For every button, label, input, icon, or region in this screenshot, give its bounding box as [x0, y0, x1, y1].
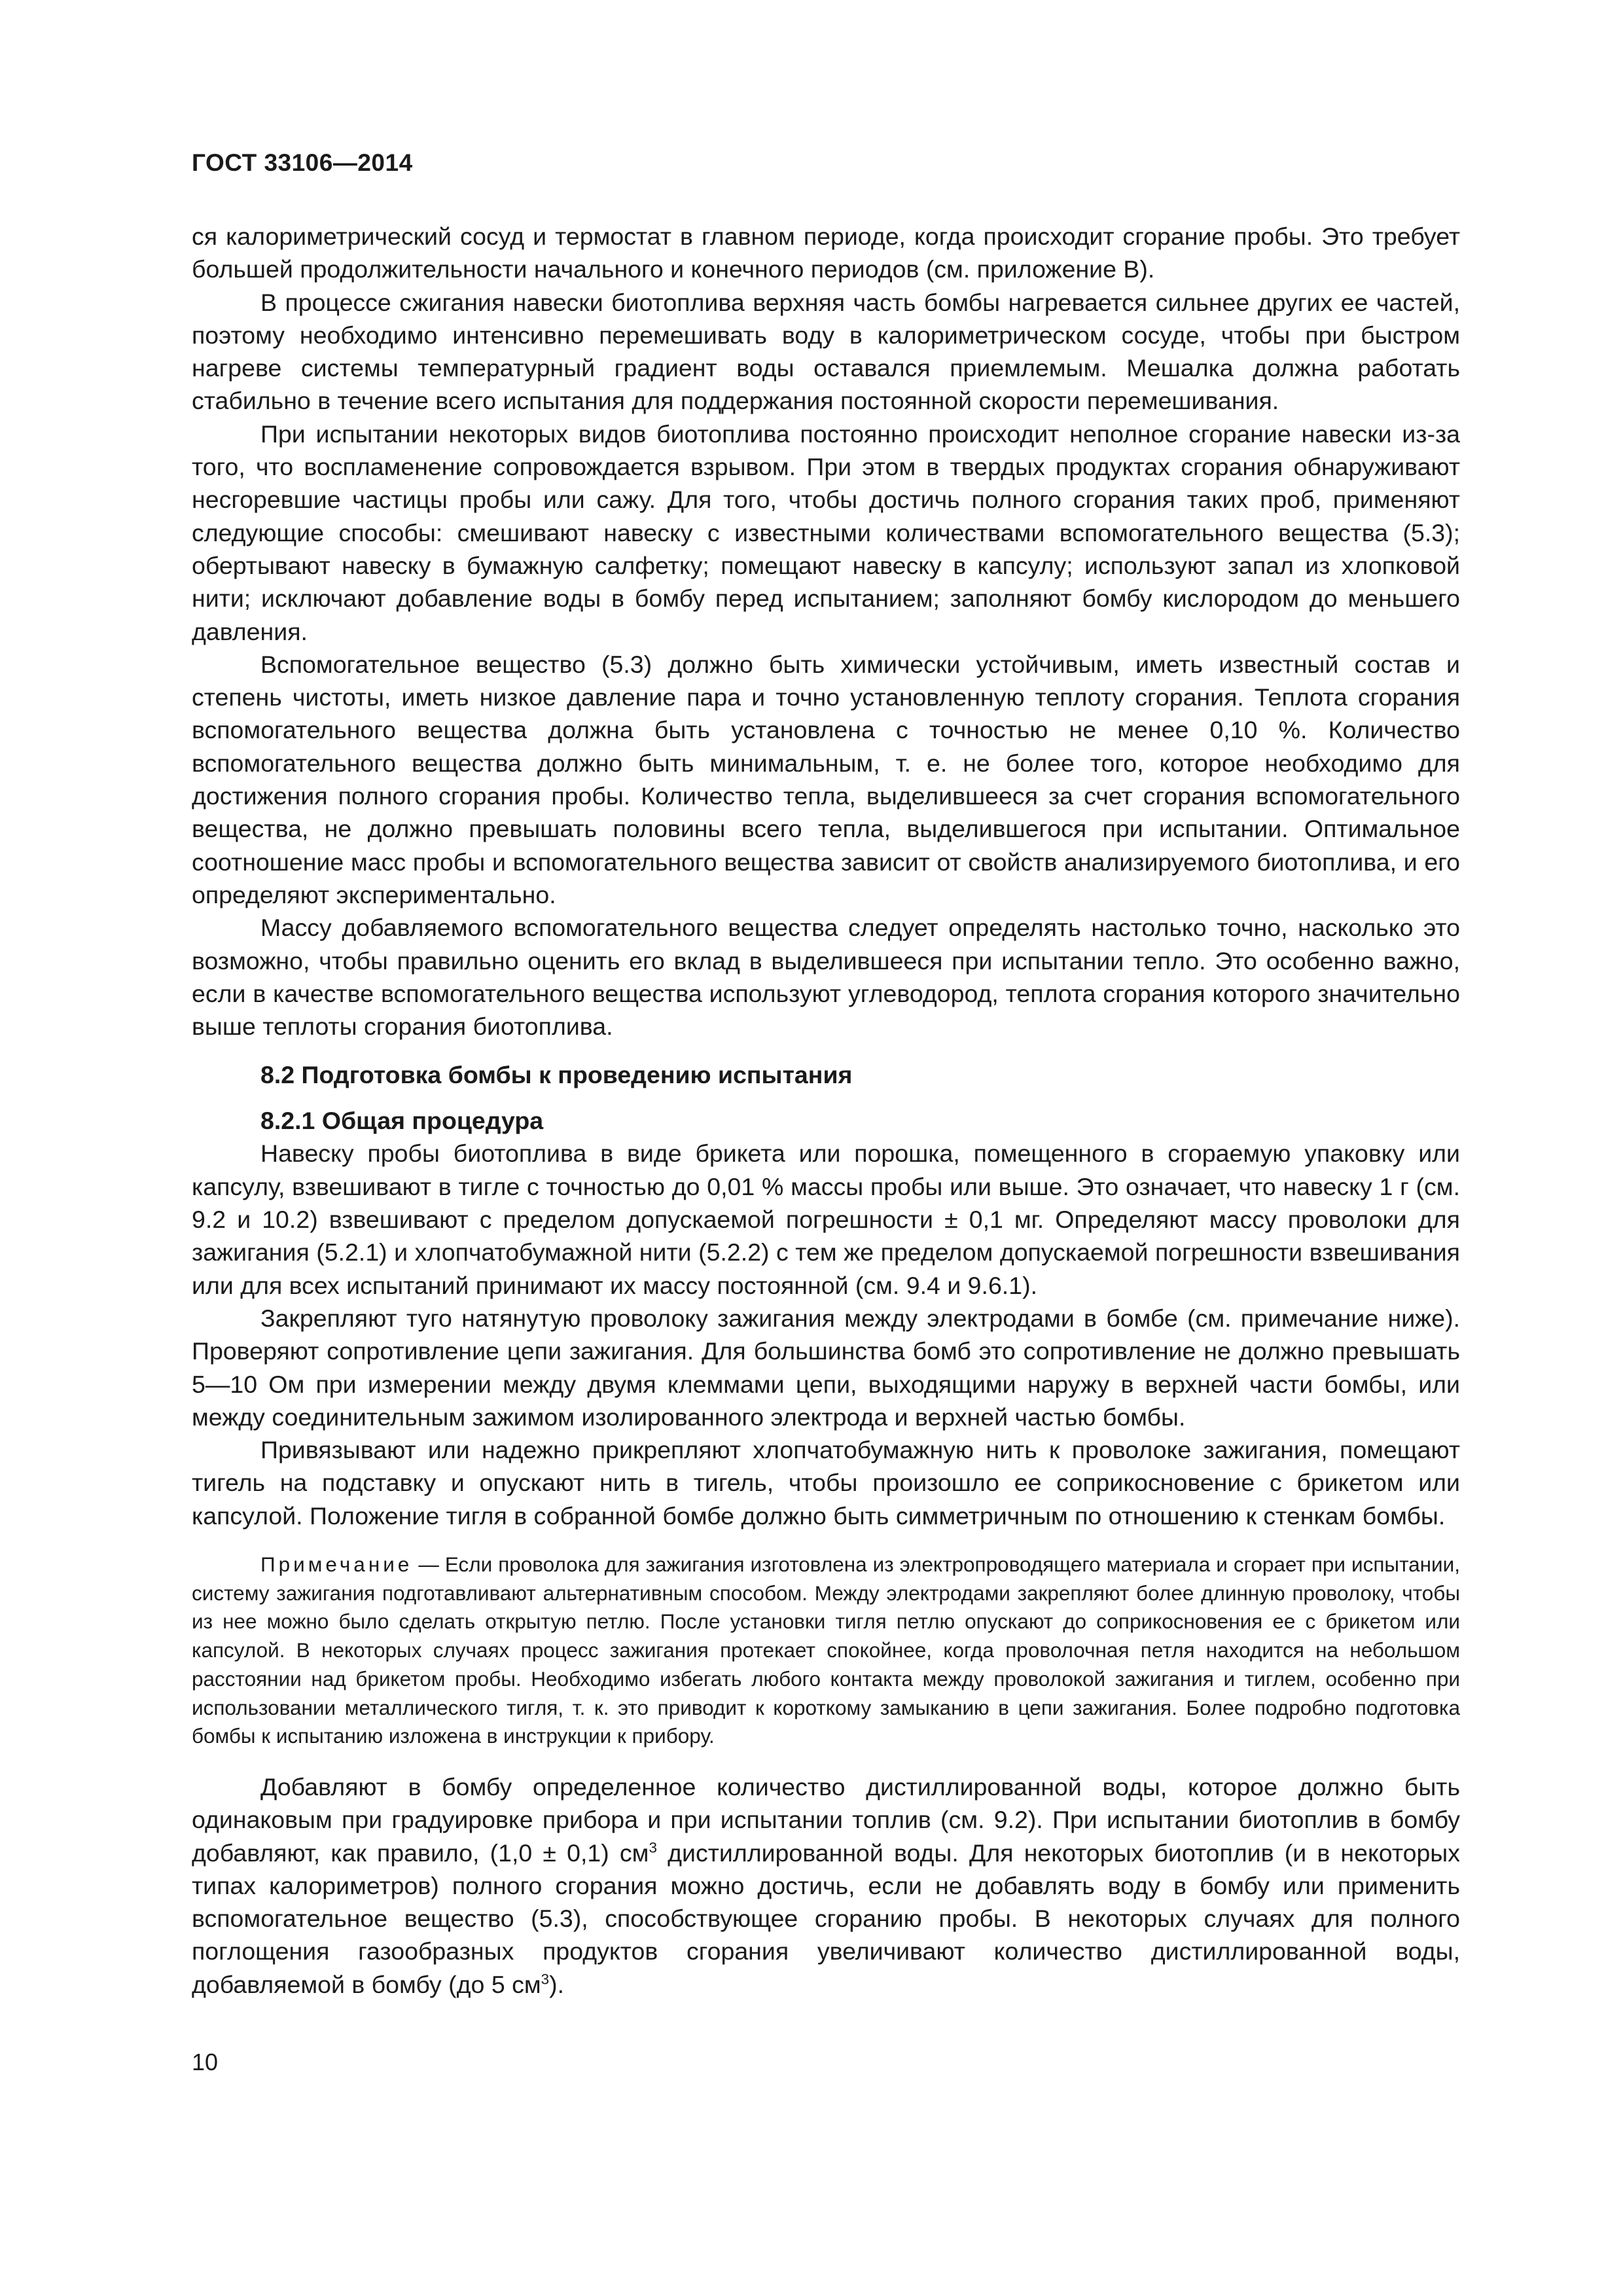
paragraph-distilled-water [192, 1770, 1460, 2001]
paragraph-stirring: В процессе сжигания навески биотоплива верхняя часть бомбы нагревается сильнее других ее частей, поэтому необходимо интенсивно перемешивать воду в калориметрическом сосуде, чтобы при быстром нагреве системы температурный градиент воды оставался приемлемым. Мешалка должна работать стабильно в течение всего испытания для поддержания постоянной скорости перемешивания. [192, 288, 1460, 415]
paragraph-incomplete-combustion: При испытании некоторых видов биотоплива постоянно происходит неполное сгорание навески из-за того, что воспламенение сопровождается взрывом. При этом в твердых продуктах сгорания обнаруживают несгоревшие частицы пробы или сажу. Для того, чтобы достичь полного сгорания таких проб, применяют следующие способы: смешивают навеску с известными количествами вспомогательного вещества (5.3); обертывают навеску в бумажную салфетку; помещают навеску в капсулу; используют запал из хлопковой нити; исключают добавление воды в бомбу перед испытанием; заполняют бомбу кислородом до меньшего давления. [192, 420, 1460, 645]
superscript-cubic-2: 3 [541, 1971, 550, 1988]
page-number: 10 [192, 2049, 219, 2075]
note-label: Примечание [260, 1552, 413, 1576]
paragraph-auxiliary-mass: Массу добавляемого вспомогательного вещества следует определять настолько точно, насколько это возможно, чтобы правильно оценить его вклад в выделившееся при испытании тепло. Это особенно важно, если в качестве вспомогательного вещества используют углеводород, теплота сгорания которого значительно выше теплоты сгорания биотоплива. [192, 914, 1460, 1041]
page-body [192, 220, 1460, 2001]
water-text-part3: ). [549, 1970, 565, 1998]
water-text-part2: дистиллированной воды. Для некоторых биотоплив (и в некоторых типах калориметров) полного сгорания можно достичь, если не добавлять воду в бомбу или применить вспомогательное вещество (5.3), способствующее сгоранию пробы. В некоторых случаях для полного поглощения газообразных продуктов сгорания увеличивают количество дистиллированной воды, добавляемой в бомбу (до 5 см [192, 1839, 1460, 1998]
section-heading-8-2-1: 8.2.1 Общая процедура [260, 1107, 544, 1135]
paragraph-sample-weighing: Навеску пробы биотоплива в виде брикета или порошка, помещенного в сгораемую упаковку или капсулу, взвешивают в тигле с точностью до 0,01 % массы пробы или выше. Это означает, что навеску 1 г (см. 9.2 и 10.2) взвешивают с пределом допускаемой погрешности ± 0,1 мг. Определяют массу проволоки для зажигания (5.2.1) и хлопчатобумажной нити (5.2.2) с тем же пределом допускаемой погрешности взвешивания или для всех испытаний принимают их массу постоянной (см. 9.4 и 9.6.1). [192, 1139, 1460, 1299]
paragraph-continuation: ся калориметрический сосуд и термостат в главном периоде, когда происходит сгорание пробы. Это требует большей продолжительности начального и конечного периодов (см. приложение В). [192, 223, 1460, 283]
paragraph-auxiliary-substance: Вспомогательное вещество (5.3) должно быть химически устойчивым, иметь известный состав и степень чистоты, иметь низкое давление пара и точно установленную теплоту сгорания. Теплота сгорания вспомогательного вещества должна быть установлена с точностью не менее 0,10 %. Количество вспомогательного вещества должно быть минимальным, т. е. не более того, которое необходимо для достижения полного сгорания пробы. Количество тепла, выделившееся за счет сгорания вспомогательного вещества, не должно превышать половины всего тепла, выделившегося при испытании. Оптимальное соотношение масс пробы и вспомогательного вещества зависит от свойств анализируемого биотоплива, и его определяют экспериментально. [192, 650, 1460, 908]
section-heading-8-2: 8.2 Подготовка бомбы к проведению испытания [260, 1061, 853, 1089]
superscript-cubic-1: 3 [649, 1839, 657, 1856]
document-code-header: ГОСТ 33106—2014 [192, 149, 413, 176]
water-text-part1: Добавляют в бомбу определенное количество дистиллированной воды, которое должно быть одинаковым при градуировке прибора и при испытании топлив (см. 9.2). При испытании биотоплив в бомбу добавляют, как правило, (1,0 ± 0,1) см [192, 1772, 1460, 1867]
paragraph-cotton-thread: Привязывают или надежно прикрепляют хлопчатобумажную нить к проволоке зажигания, помещают тигель на подставку и опускают нить в тигель, чтобы произошло ее соприкосновение с брикетом или капсулой. Положение тигля в собранной бомбе должно быть симметричным по отношению к стенкам бомбы. [192, 1436, 1460, 1530]
note-block [192, 1551, 1460, 1751]
note-dash: — [412, 1552, 445, 1576]
paragraph-ignition-wire: Закрепляют туго натянутую проволоку зажигания между электродами в бомбе (см. примечание ниже). Проверяют сопротивление цепи зажигания. Для большинства бомб это сопротивление не должно превышать 5—10 Ом при измерении между двумя клеммами цепи, выходящими наружу в верхней части бомбы, или между соединительным зажимом изолированного электрода и верхней частью бомбы. [192, 1304, 1460, 1431]
note-text: Если проволока для зажигания изготовлена из электропроводящего материала и сгорает при испытании, систему зажигания подготавливают альтернативным способом. Между электродами закрепляют более длинную проволоку, чтобы из нее можно было сделать открытую петлю. После установки тигля петлю опускают до соприкосновения ее с брикетом или капсулой. В некоторых случаях процесс зажигания протекает спокойнее, когда проволочная петля находится на небольшом расстоянии над брикетом пробы. Необходимо избегать любого контакта между проволокой зажигания и тиглем, особенно при использовании металлического тигля, т. к. это приводит к короткому замыканию в цепи зажигания. Более подробно подготовка бомбы к испытанию изложена в инструкции к прибору. [192, 1552, 1460, 1748]
